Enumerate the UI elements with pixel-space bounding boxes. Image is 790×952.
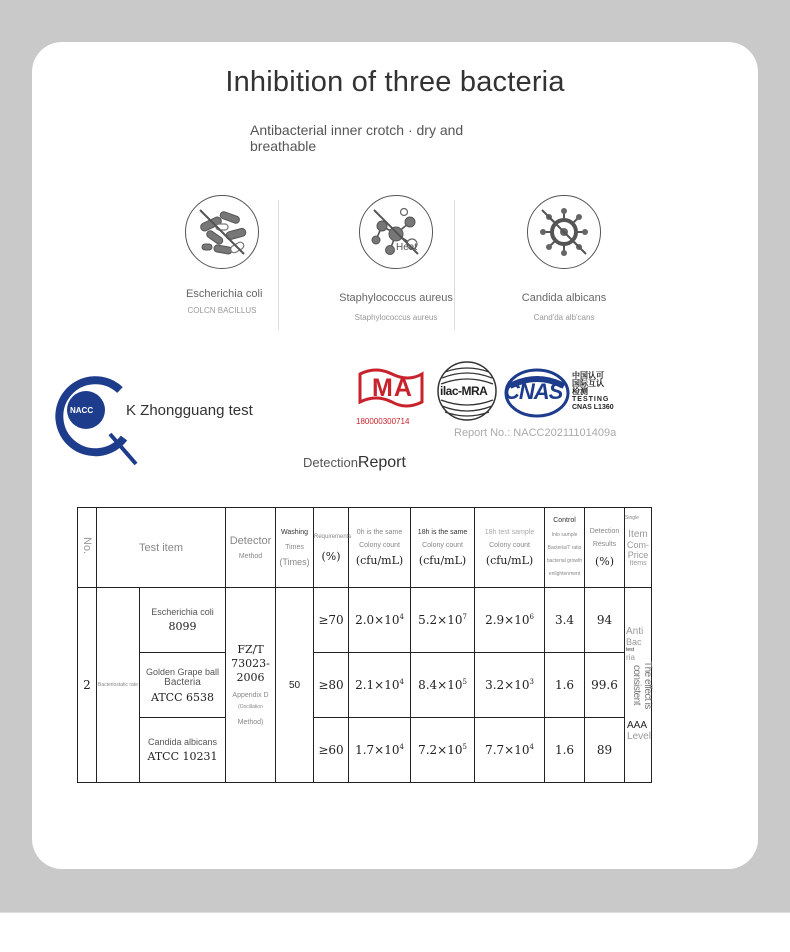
bacteria-subname: Cand'da alb'cans (533, 313, 595, 322)
item-name: Escherichia coli (151, 607, 214, 617)
requirement-value: ≥60 (314, 718, 349, 783)
header-no-label: No. (81, 537, 93, 555)
control-value: 1.6 (545, 718, 585, 783)
method-sub: (Oscillation (238, 704, 263, 710)
header-18h-unit: (cfu/mL) (418, 554, 467, 567)
header-18h-sample-unit: (cfu/mL) (485, 554, 534, 567)
item-cell (140, 653, 226, 718)
header-control (545, 508, 585, 588)
colony-0h-base: 2.0×10 (355, 613, 400, 627)
header-no (78, 508, 97, 588)
colony-18h (411, 718, 475, 783)
report-number: Report No.: NACC20211101409a (454, 427, 617, 439)
colony-18h-base: 5.2×10 (418, 613, 463, 627)
item-name-line2: Bacteria (164, 676, 201, 688)
colony-18h-base: 8.4×10 (418, 678, 463, 692)
colony-18h-sample-exp: 4 (529, 743, 534, 751)
colony-18h-sample-exp: 6 (529, 613, 534, 621)
single-side-line: Bac (626, 637, 642, 647)
header-18h-sample (475, 508, 545, 588)
header-requirement-label: Requirements (314, 533, 352, 540)
colony-18h-exp: 5 (462, 678, 467, 686)
item-code: ATCC 10231 (147, 750, 218, 763)
header-washing (276, 508, 314, 588)
header-0h-top: 0h is the same (356, 529, 403, 536)
rod-bacteria-icon (185, 195, 259, 269)
single-side-line: test (626, 647, 635, 653)
table-row (78, 718, 652, 783)
method-sub: Appendix D (232, 692, 269, 699)
header-control-top: Control (553, 517, 576, 524)
colony-0h-exp: 4 (399, 613, 404, 621)
report-title-big: Report (357, 454, 406, 471)
single-side-line: ria (626, 653, 635, 662)
washing-value: 50 (276, 588, 314, 783)
page-title: Inhibition of three bacteria (225, 66, 565, 98)
table-row (78, 588, 652, 653)
header-18h-sample-mid: Colony count (489, 542, 530, 549)
colony-18h-sample-base: 2.9×10 (485, 613, 530, 627)
header-detection-mid: Results (592, 541, 617, 548)
header-18h-top: 18h is the same (417, 529, 468, 536)
cnas-testing: TESTING (572, 396, 610, 403)
header-0h (349, 508, 411, 588)
requirement-value: ≥70 (314, 588, 349, 653)
cnas-code: CNAS L1360 (572, 404, 614, 411)
single-level-value: AAA (627, 720, 648, 731)
nacc-logo (40, 360, 140, 485)
bacteria-subname: Staphylococcus aureus (354, 313, 438, 322)
header-control-line: Into sample (551, 532, 578, 538)
cma-logo (356, 368, 426, 426)
colony-0h (349, 718, 411, 783)
header-18h-mid: Colony count (422, 542, 463, 549)
cnas-cn-line: 国际互认 (572, 379, 604, 388)
detection-value: 99.6 (585, 653, 625, 718)
header-18h-sample-top: 18h test sample (484, 529, 535, 536)
cocci-bacteria-icon (359, 195, 433, 269)
header-single-line: Price (627, 550, 649, 560)
table-row (78, 653, 652, 718)
colony-18h (411, 588, 475, 653)
header-washing-sub: Times (285, 544, 304, 551)
colony-0h-exp: 4 (399, 678, 404, 686)
header-detection (585, 508, 625, 588)
header-0h-mid: Colony count (359, 542, 400, 549)
cma-number: 180000300714 (356, 417, 410, 426)
bacteria-name: Staphylococcus aureus (339, 292, 453, 304)
single-side-line: Anti (626, 626, 644, 637)
header-requirement (314, 508, 352, 588)
method-line: 73023- (231, 657, 270, 670)
header-test-item-label: Test item (139, 541, 184, 554)
colony-0h (349, 588, 411, 653)
colony-18h-sample-base: 7.7×10 (485, 743, 530, 757)
cnas-caption (572, 372, 632, 412)
divider (278, 200, 279, 330)
detection-value: 89 (585, 718, 625, 783)
lab-name: K Zhongguang test (126, 402, 253, 419)
bacteria-item-candida (484, 195, 644, 322)
cnas-logo (504, 368, 614, 423)
header-control-line: enlightenment (548, 571, 581, 577)
report-title (303, 454, 406, 472)
cma-text: MA (372, 374, 413, 402)
header-detection-unit: (%) (594, 555, 615, 568)
report-title-small: Detection (303, 455, 358, 470)
bacteria-subname: COLCN BACILLUS (187, 306, 257, 315)
row-number: 2 (78, 588, 97, 783)
ilac-mra-text: ilac-MRA (440, 384, 488, 398)
single-level-label: Level (627, 731, 651, 742)
header-single-line: Items (629, 560, 647, 567)
header-single-line: Com- (627, 540, 650, 550)
row-group-label: Bacteriostatic rate (97, 681, 139, 688)
detection-value: 94 (585, 588, 625, 653)
colony-18h-exp: 7 (462, 613, 467, 621)
cnas-cn-line: 检测 (572, 387, 588, 396)
item-cell (140, 588, 226, 653)
colony-18h-sample (475, 588, 545, 653)
divider (454, 200, 455, 330)
header-18h (411, 508, 475, 588)
page-subtitle: Antibacterial inner crotch · dry and breathable (250, 122, 464, 154)
cnas-cn-line: 中国认可 (572, 371, 604, 380)
header-washing-unit: (Times) (279, 557, 310, 567)
nacc-logo-text: NACC (70, 406, 94, 415)
header-control-line: Bacteria/T ratio (547, 545, 582, 551)
detection-report-table (77, 507, 652, 783)
bacteria-item-staph (316, 195, 476, 322)
table-header-row (78, 508, 652, 588)
header-washing-label: Washing (281, 529, 308, 536)
virus-icon (527, 195, 601, 269)
bacteria-name: Escherichia coli (186, 288, 263, 300)
item-code: 8099 (168, 620, 197, 633)
single-level (627, 720, 651, 742)
header-test-item (97, 508, 226, 588)
header-detector-label: Detector (229, 534, 272, 547)
item-cell (140, 718, 226, 783)
colony-0h-base: 2.1×10 (355, 678, 400, 692)
colony-18h-exp: 5 (462, 743, 467, 751)
colony-18h-base: 7.2×10 (418, 743, 463, 757)
header-method-label: Method (238, 552, 263, 560)
method-line: 2006 (236, 671, 265, 684)
header-0h-unit: (cfu/mL) (355, 554, 404, 567)
colony-18h-sample (475, 653, 545, 718)
item-name: Golden Grape ball (145, 666, 220, 677)
header-single-top: Single (625, 515, 639, 521)
header-detector (226, 508, 276, 588)
method-sub: Method) (237, 719, 264, 726)
single-item-cell (625, 588, 652, 783)
header-control-line: bacterial growth (546, 558, 583, 564)
colony-18h-sample-exp: 3 (529, 678, 534, 686)
requirement-value: ≥80 (314, 653, 349, 718)
item-code: ATCC 6538 (151, 690, 215, 704)
header-requirement-unit: (%) (321, 549, 341, 563)
cnas-text: CNAS (504, 379, 563, 404)
colony-18h-sample (475, 718, 545, 783)
control-value: 3.4 (545, 588, 585, 653)
ilac-mra-logo (436, 360, 498, 427)
colony-0h-exp: 4 (399, 743, 404, 751)
header-detection-top: Detection (589, 528, 620, 535)
header-single (625, 508, 652, 588)
control-value: 1.6 (545, 653, 585, 718)
row-group (97, 588, 140, 783)
bacteria-name: Candida albicans (521, 292, 607, 304)
header-single-line: Item (628, 529, 648, 540)
colony-18h-sample-base: 3.2×10 (485, 678, 530, 692)
colony-18h (411, 653, 475, 718)
colony-0h (349, 653, 411, 718)
colony-0h-base: 1.7×10 (355, 743, 400, 757)
item-name: Candida albicans (147, 737, 218, 747)
single-vertical-text: The effect is consistent (631, 661, 654, 709)
method-line: FZ/T (237, 643, 264, 656)
bottom-strip (0, 912, 790, 952)
method-cell (226, 588, 276, 783)
heat-overlay-label: Heat (396, 242, 418, 253)
